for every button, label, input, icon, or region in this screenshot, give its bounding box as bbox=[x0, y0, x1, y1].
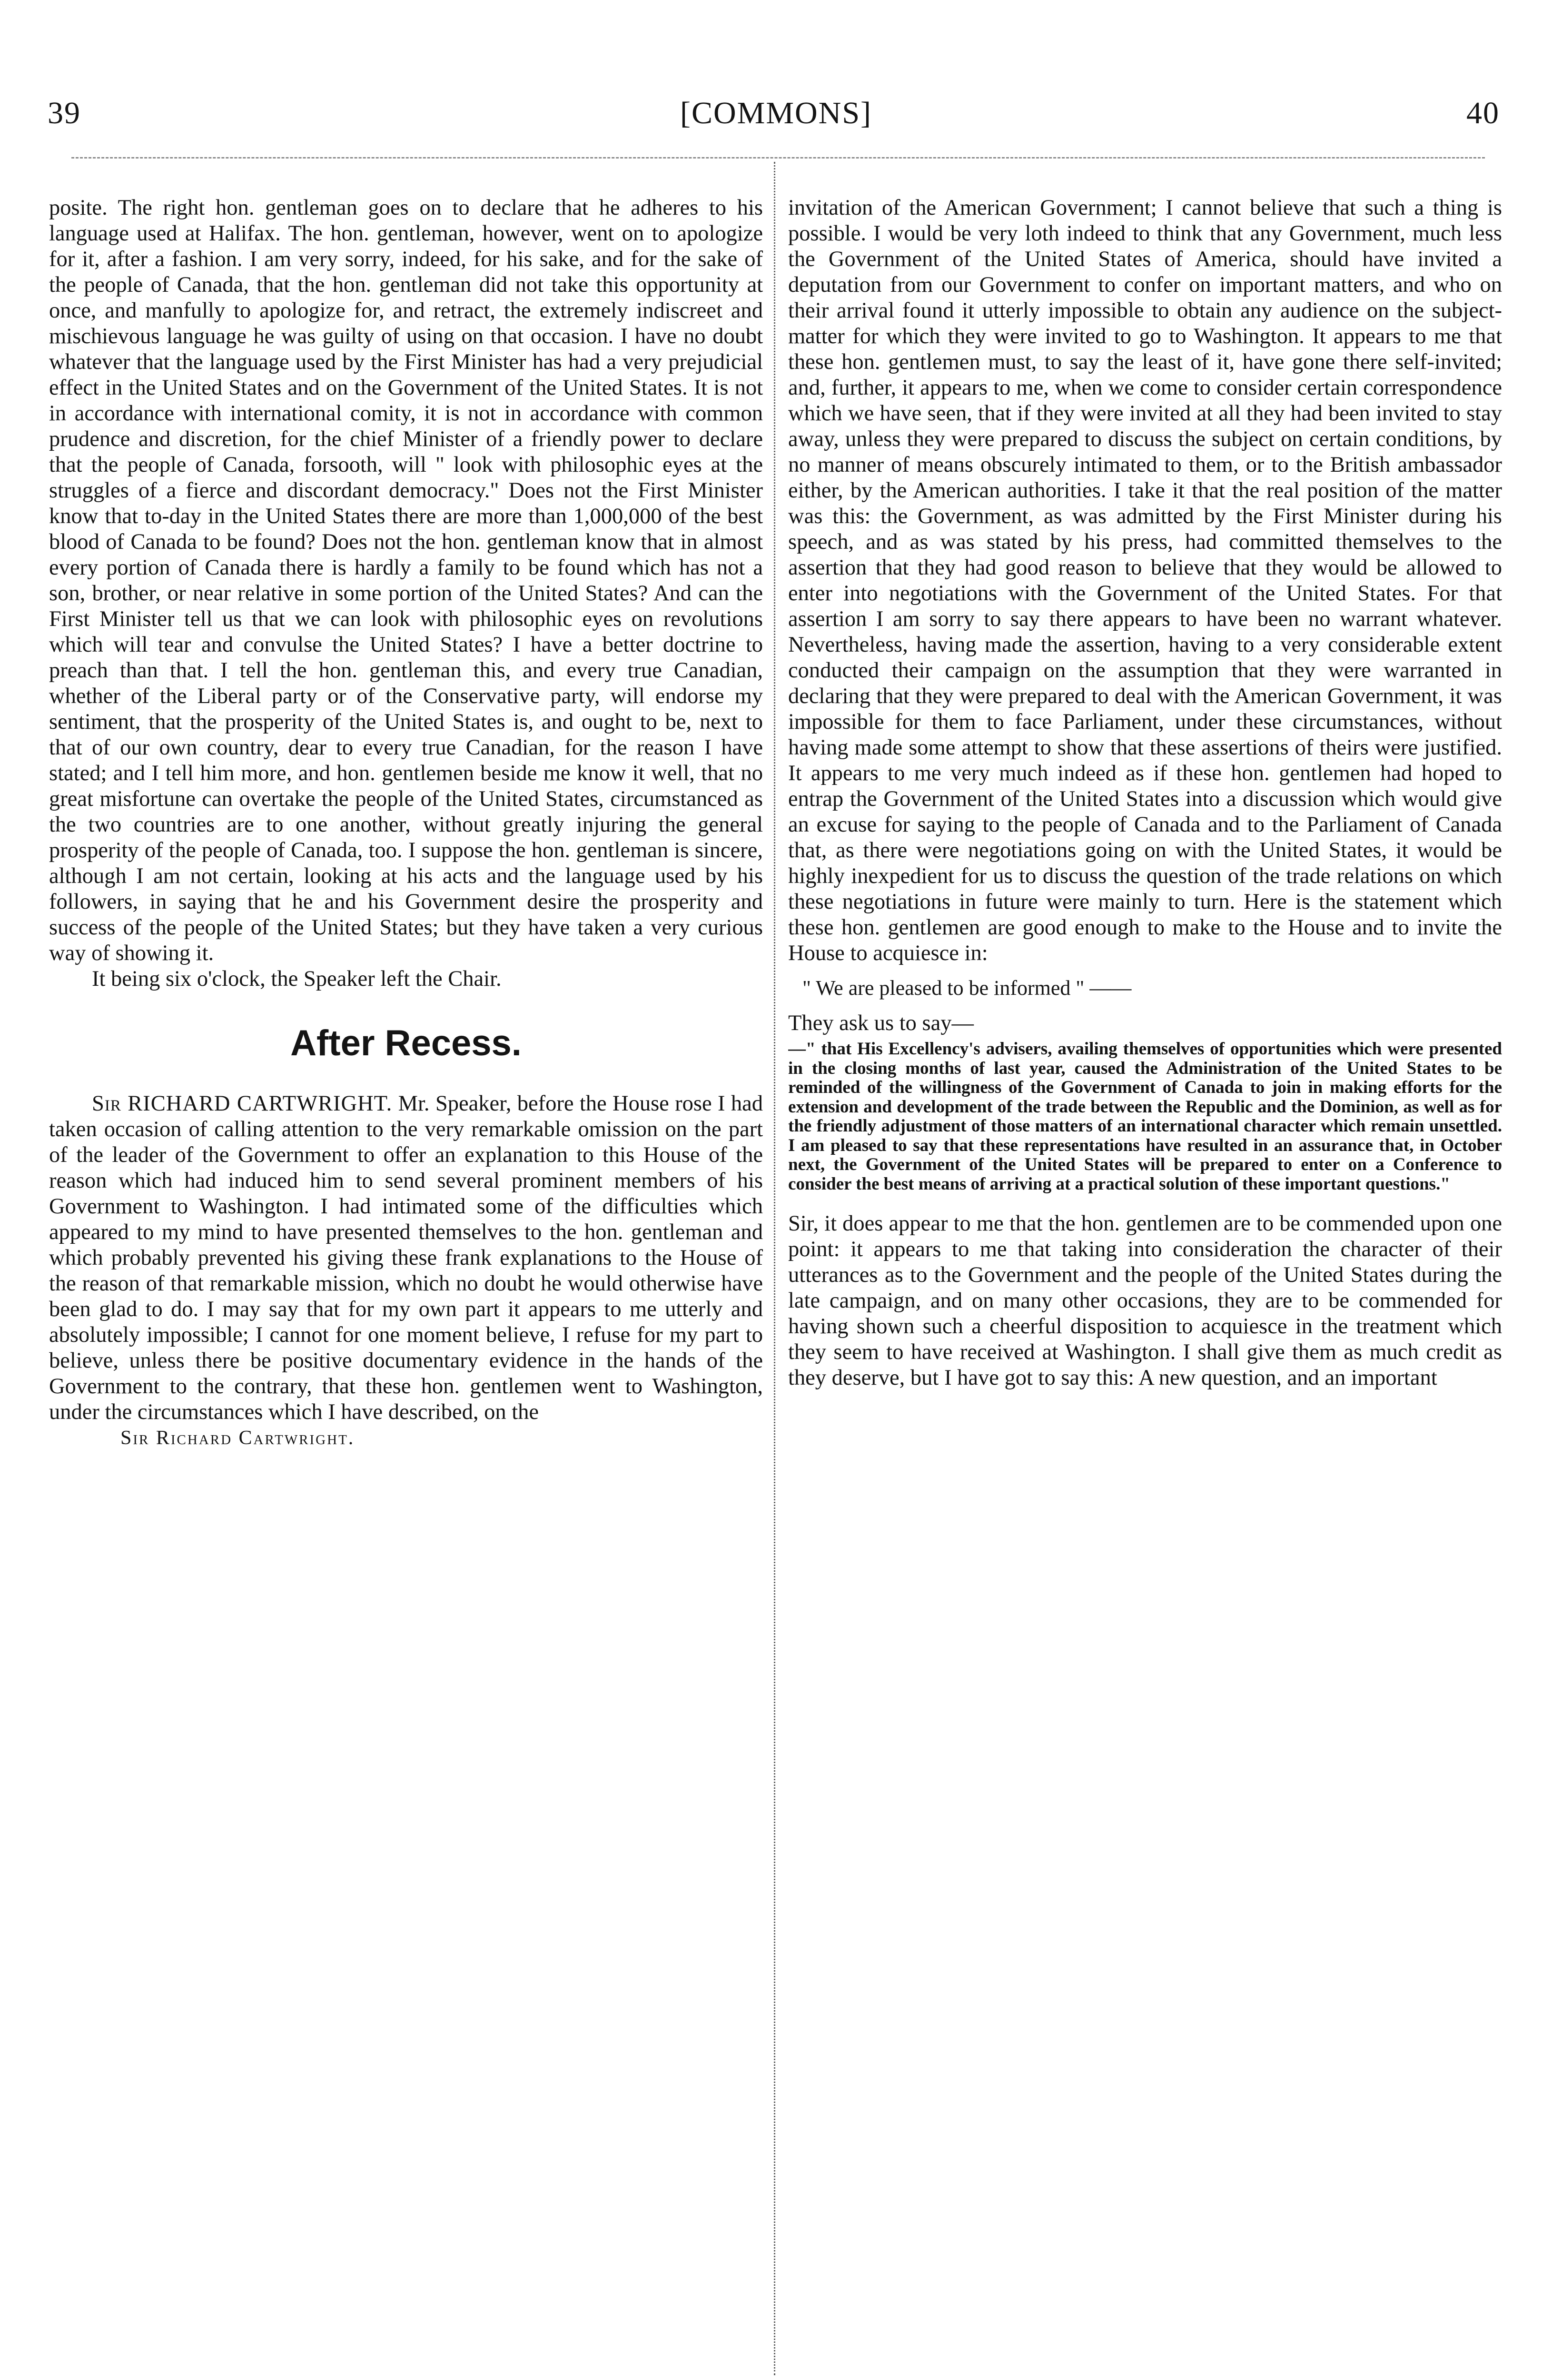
running-signature: Sir Richard Cartwright. bbox=[120, 1427, 355, 1449]
narration-line: They ask us to say— bbox=[788, 1011, 974, 1035]
speech-paragraph bbox=[49, 1091, 763, 1425]
paragraph-continuation: invitation of the American Government; I cannot believe that such a thing is possible. I would be very loth indeed to think that any Government, much less the Government of the United States of America, should have invited a deputation from our Government to confer on important matters, and who on their arrival found it utterly impossible to obtain any audience on the subject-matter for which they were invited to go to Washington. It appears to me that these hon. gentlemen must, to say the least of it, have gone there self-invited; and, further, it appears to me, when we come to consider certain correspondence which we have seen, that if they were invited at all they had been invited to stay away, unless they were prepared to discuss the subject on certain conditions, by no manner of means obscurely intimated to them, or to the British ambassador either, by the American authorities. I take it that the real position of the matter was this: the Government, as was admitted by the First Minister during his speech, and as was stated by his press, had committed themselves to the assertion that they had good reason to believe that they would be allowed to enter into negotiations with the Government of the United States. For that assertion I am sorry to say there appears to have been no warrant whatever. Nevertheless, having made the assertion, having to a very considerable extent conducted their campaign on the assumption that they were warranted in declaring that they were prepared to deal with the American Government, it was impossible for them to face Parliament, under these circumstances, without having made some attempt to show that these assertions of theirs were justified. It appears to me very much indeed as if these hon. gentlemen had hoped to entrap the Government of the United States into a discussion which would give an excuse for saying to the people of Canada and to the Parliament of Canada that, as there were negotiations going on with the United States, it would be highly inexpedient for us to discuss the question of the trade relations on which these negotiations in future were mainly to turn. Here is the statement which these hon. gentlemen are good enough to make to the House and to invite the House to acquiesce in: bbox=[788, 196, 1502, 965]
page-number-left: 39 bbox=[48, 96, 81, 130]
speech-text: Mr. Speaker, before the House rose I had taken occasion of calling attention to the very remarkable omission on the part of the leader of the Government to offer an explanation to this House of the reason which had induced him to send several prominent members of his Government to Washington. I had intimated some of the difficulties which appeared to my mind to have presented themselves to the hon. gentleman and which probably prevented his giving these frank explanations to the House of the reason of that remarkable mission, which no doubt he would otherwise have been glad to do. I may say that for my own part it appears to me utterly and absolutely impossible; I cannot for one moment believe, I refuse for my part to believe, unless there be positive documentary evidence in the hands of the Government to the contrary, that these hon. gentlemen went to Washington, under the circumstances which I have described, on the bbox=[49, 1091, 763, 1424]
speech-paragraph: Sir, it does appear to me that the hon. gentlemen are to be commended upon one point: it appears to me that taking into consideration the character of their utterances as to the Government and the people of the United States during the late campaign, and on many other occasions, they are to be commended for having shown such a cheerful disposition to acquiesce in the treatment which they seem to have received at Washington. I shall give them as much credit as they deserve, but I have got to say this: A new question, and an important bbox=[788, 1211, 1502, 1390]
right-column bbox=[788, 195, 1502, 2380]
paragraph-continuation: posite. The right hon. gentleman goes on to declare that he adheres to his language used at Halifax. The hon. gentleman, however, went on to apologize for it, after a fashion. I am very sorry, indeed, for his sake, and for the sake of the people of Canada, that the hon. gentleman did not take this opportunity at once, and manfully to apologize for, and retract, the extremely indiscreet and mischievous language he was guilty of using on that occasion. I have no doubt whatever that the language used by the First Minister has had a very prejudicial effect in the United States and on the Government of the United States. It is not in accordance with international comity, it is not in accordance with common prudence and discretion, for the chief Minister of a friendly power to declare that the people of Canada, forsooth, will " look with philosophic eyes at the struggles of a fierce and discordant democracy." Does not the First Minister know that to-day in the United States there are more than 1,000,000 of the best blood of Canada to be found? Does not the hon. gentleman know that in almost every portion of Canada there is hardly a family to be found which has not a son, brother, or near relative in some portion of the United States? And can the First Minister tell us that we can look with philosophic eyes on revolutions which will tear and convulse the United States? I have a better doctrine to preach than that. I tell the hon. gentleman this, and every true Canadian, whether of the Liberal party or of the Conservative party, will endorse my sentiment, that the prosperity of the United States is, and ought to be, next to that of our own country, dear to every true Canadian, for the reason I have stated; and I tell him more, and hon. gentlemen beside me know it well, that no great misfortune can overtake the people of the United States, circumstanced as the two countries are to one another, without greatly injuring the general prosperity of the people of Canada, too. I suppose the hon. gentleman is sincere, although I am not certain, looking at his acts and the language used by his followers, in saying that he and his Government desire the prosperity and success of the people of the United States; but they have taken a very curious way of showing it. bbox=[49, 196, 763, 965]
quoted-line: " We are pleased to be informed " —— bbox=[802, 976, 1132, 1000]
left-column bbox=[49, 195, 763, 2380]
column-divider bbox=[774, 162, 775, 2375]
page-number-right: 40 bbox=[1466, 96, 1500, 130]
page-header bbox=[0, 90, 1552, 148]
speaker-name: Sir RICHARD CARTWRIGHT. bbox=[92, 1091, 393, 1116]
header-title: [COMMONS] bbox=[680, 96, 872, 130]
section-heading: After Recess. bbox=[290, 1023, 522, 1063]
block-quote: —" that His Excellency's advisers, availing themselves of opportunities which were presented in the closing months of last year, caused the Administration of the United States to be reminded of the willingness of the Government of Canada to join in making efforts for the extension and development of the trade between the Republic and the Dominion, as well as for the friendly adjustment of those matters of an international character which remain unsettled. I am pleased to say that these representations have resulted in an assurance that, in October next, the Government of the United States will be prepared to enter on a Conference to consider the best means of arriving at a practical solution of these important questions." bbox=[788, 1039, 1502, 1194]
header-rule bbox=[71, 157, 1485, 159]
stage-direction: It being six o'clock, the Speaker left the Chair. bbox=[92, 967, 502, 991]
